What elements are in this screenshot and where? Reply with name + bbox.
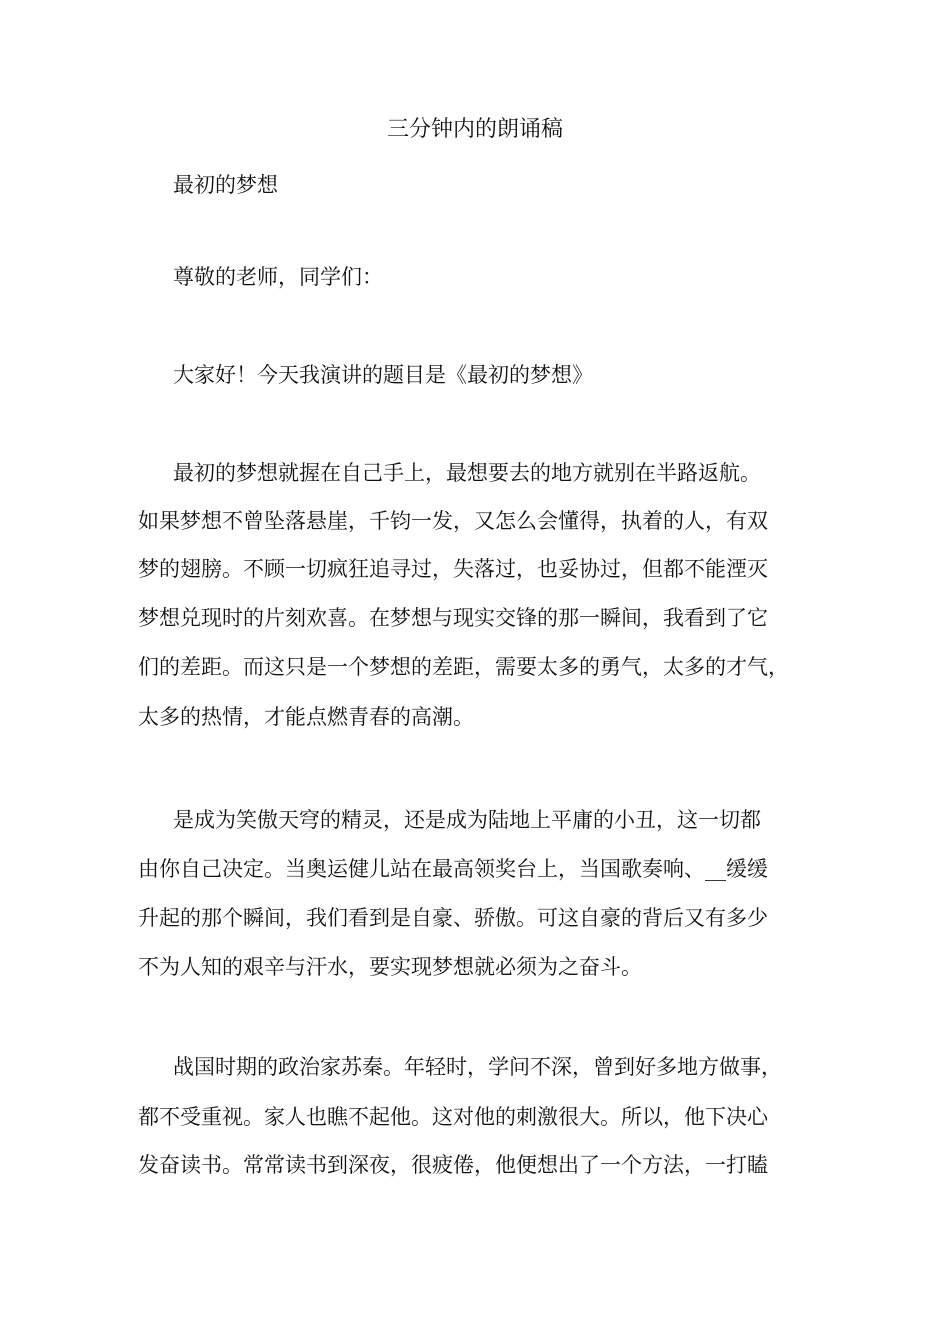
- paragraph-1-line-5: 们的差距。而这只是一个梦想的差距，需要太多的勇气，太多的才气，: [138, 655, 789, 679]
- paragraph-1-line-4: 梦想兑现时的片刻欢喜。在梦想与现实交锋的那一瞬间，我看到了它: [138, 606, 768, 630]
- speech-title: 最初的梦想: [173, 173, 278, 197]
- paragraph-2-line-4: 不为人知的艰辛与汗水，要实现梦想就必须为之奋斗。: [138, 955, 642, 979]
- paragraph-1-line-1: 最初的梦想就握在自己手上，最想要去的地方就别在半路返航。: [173, 461, 761, 485]
- paragraph-3-line-2: 都不受重视。家人也瞧不起他。这对他的刺激很大。所以，他下决心: [138, 1105, 768, 1129]
- paragraph-1-line-3: 梦的翅膀。不顾一切疯狂追寻过，失落过，也妥协过，但都不能湮灭: [138, 557, 768, 581]
- greeting-line: 尊敬的老师，同学们：: [173, 265, 383, 289]
- paragraph-1-line-6: 太多的热情，才能点燃青春的高潮。: [138, 705, 474, 729]
- paragraph-2-line-3: 升起的那个瞬间，我们看到是自豪、骄傲。可这自豪的背后又有多少: [138, 906, 768, 930]
- paragraph-2-line-1: 是成为笑傲天穹的精灵，还是成为陆地上平庸的小丑，这一切都: [173, 808, 761, 832]
- intro-line: 大家好！今天我演讲的题目是《最初的梦想》: [173, 363, 593, 387]
- paragraph-2-line-2: 由你自己决定。当奥运健儿站在最高领奖台上，当国歌奏响、__缓缓: [138, 857, 768, 881]
- paragraph-3-line-1: 战国时期的政治家苏秦。年轻时，学问不深，曾到好多地方做事，: [173, 1055, 782, 1079]
- document-title: 三分钟内的朗诵稿: [386, 117, 563, 142]
- paragraph-3-line-3: 发奋读书。常常读书到深夜，很疲倦，他便想出了一个方法，一打瞌: [138, 1153, 768, 1177]
- paragraph-1-line-2: 如果梦想不曾坠落悬崖，千钧一发，又怎么会懂得，执着的人，有双: [138, 509, 768, 533]
